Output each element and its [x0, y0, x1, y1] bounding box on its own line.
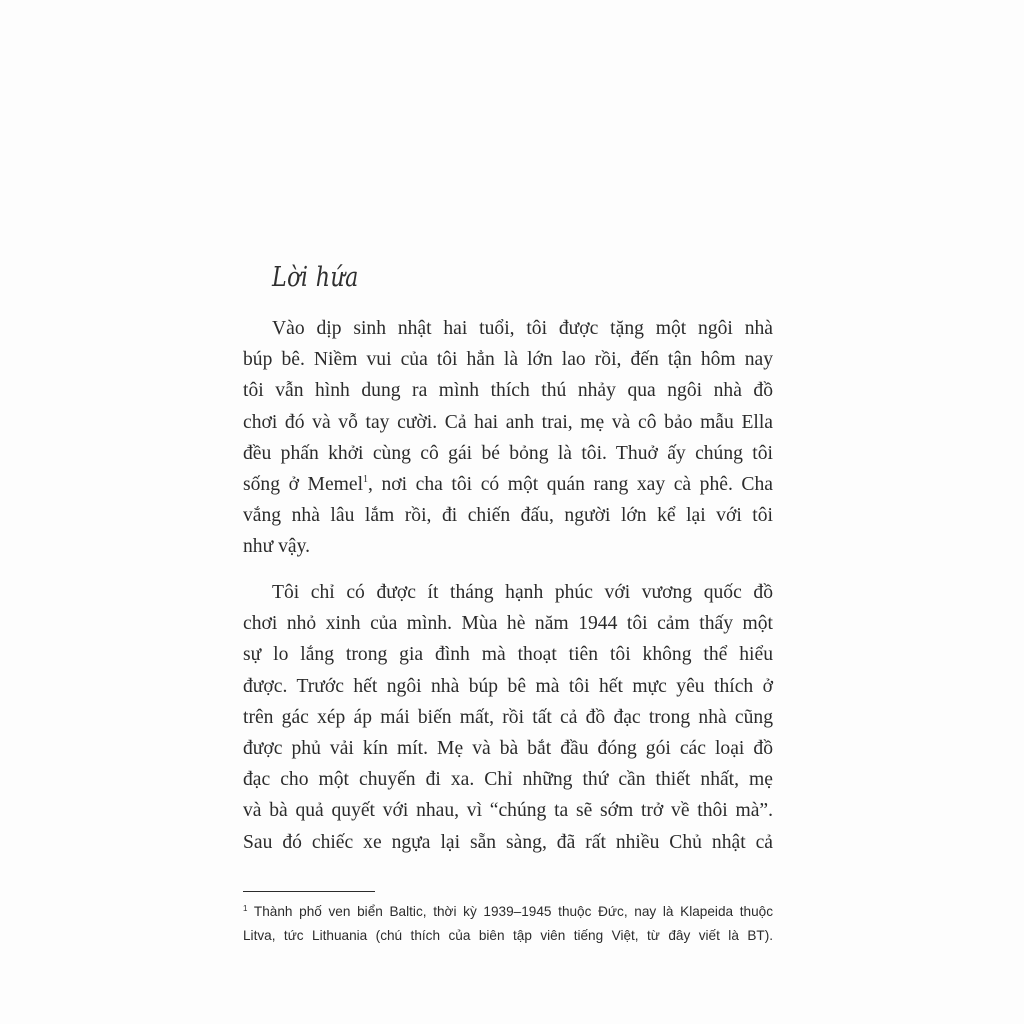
footnote-reference: 1 — [363, 474, 369, 486]
text-line: chơi nhỏ xinh của mình. Mùa hè năm 1944 tôi cảm thấy một — [243, 613, 773, 635]
paragraph-1 — [243, 313, 773, 563]
text-line: búp bê. Niềm vui của tôi hẳn là lớn lao rồi, đến tận hôm nay — [243, 349, 773, 371]
text-line: và bà quả quyết với nhau, vì “chúng ta sẽ sớm trở về thôi mà”. — [243, 800, 773, 822]
footnote-divider — [243, 891, 375, 892]
text-line: trên gác xép áp mái biến mất, rồi tất cả đồ đạc trong nhà cũng — [243, 706, 773, 728]
footnote-text: Thành phố ven biển Baltic, thời kỳ 1939–1945 thuộc Đức, nay là Klapeida thuộc — [253, 904, 774, 919]
text-line: Tôi chỉ có được ít tháng hạnh phúc với vương quốc đồ — [272, 582, 773, 603]
text-line: được phủ vải kín mít. Mẹ và bà bắt đầu đóng gói các loại đồ — [243, 738, 773, 760]
text-line: như vậy. — [243, 536, 311, 558]
text-line: sự lo lắng trong gia đình mà thoạt tiên tôi không thể hiểu — [243, 644, 773, 666]
text-line: vắng nhà lâu lắm rồi, đi chiến đấu, người lớn kể lại với tôi — [243, 505, 773, 527]
footnote-line — [243, 900, 773, 924]
text-line: đạc cho một chuyến đi xa. Chỉ những thứ cần thiết nhất, mẹ — [243, 769, 773, 791]
text-line-with-footnote — [243, 469, 773, 500]
footnote-line: Litva, tức Lithuania (chú thích của biên tập viên tiếng Việt, từ đây viết là BT). — [243, 928, 773, 943]
text-line: Sau đó chiếc xe ngựa lại sẵn sàng, đã rất nhiều Chủ nhật cả — [243, 831, 773, 853]
text-line: Vào dịp sinh nhật hai tuổi, tôi được tặng một ngôi nhà — [272, 318, 773, 339]
footnote — [243, 900, 773, 948]
text-line: đều phấn khởi cùng cô gái bé bỏng là tôi. Thuở ấy chúng tôi — [243, 442, 773, 464]
text-segment: sống ở Memel — [243, 474, 364, 496]
text-line: chơi đó và vỗ tay cười. Cả hai anh trai, mẹ và cô bảo mẫu Ella — [243, 411, 773, 433]
chapter-title: Lời hứa — [272, 262, 359, 293]
text-line: được. Trước hết ngôi nhà búp bê mà tôi hết mực yêu thích ở — [243, 675, 773, 697]
text-line: tôi vẫn hình dung ra mình thích thú nhảy qua ngôi nhà đồ — [243, 380, 773, 402]
footnote-marker: 1 — [243, 904, 248, 913]
text-segment: , nơi cha tôi có một quán rang xay cà phê. Cha — [368, 474, 773, 496]
paragraph-2 — [243, 577, 773, 858]
